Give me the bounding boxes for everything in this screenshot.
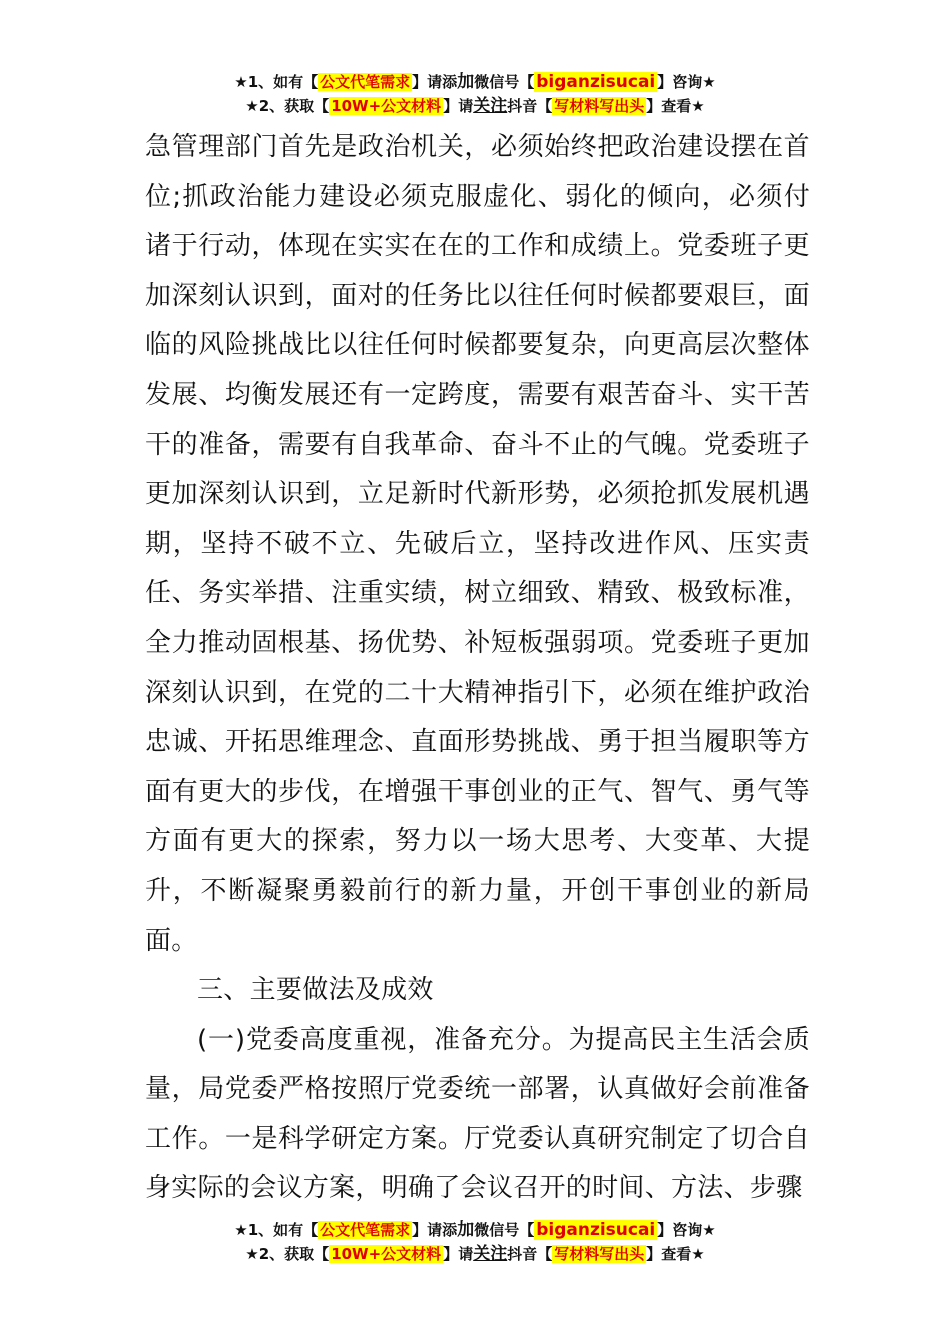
banner-text: 】请添 (412, 73, 458, 91)
banner-highlight: 公文代笔需求 (320, 1221, 411, 1239)
banner-text: 】查看★ (646, 1245, 705, 1263)
banner-emphasis: 加 (457, 72, 475, 92)
banner-line-1 (0, 70, 950, 94)
banner-text: 】请 (443, 1245, 474, 1263)
banner-text: 抖音【 (507, 97, 553, 115)
banner-highlight: 10W+公文材料 (331, 1245, 442, 1263)
banner-text: ★1、如有【 (234, 1221, 319, 1239)
banner-highlight: 写材料写出头 (554, 1245, 645, 1263)
banner-text: ★1、如有【 (234, 73, 319, 91)
banner-text: 】请添 (412, 1221, 458, 1239)
body-paragraph: (一)党委高度重视，准备充分。为提高民主生活会质量，局党委严格按照厅党委统一部署，认真做好会前准备工作。一是科学研定方案。厅党委认真研究制定了切合自身实际的会议方案，明确了会议召开的时间、方法、步骤 (145, 1024, 810, 1204)
banner-emphasis: 加 (457, 1220, 475, 1240)
banner-text: 微信号【 (474, 1221, 535, 1239)
banner-text: ★2、获取【 (245, 97, 330, 115)
banner-text: 】查看★ (646, 97, 705, 115)
banner-text: 】咨询★ (657, 1221, 716, 1239)
section-heading: 三、主要做法及成效 (197, 975, 434, 1006)
header-banner (0, 70, 950, 118)
banner-text: 微信号【 (474, 73, 535, 91)
footer-banner (0, 1218, 950, 1266)
banner-highlight: 10W+公文材料 (331, 97, 442, 115)
banner-line-2 (0, 94, 950, 118)
banner-highlight: 写材料写出头 (554, 97, 645, 115)
banner-line-1 (0, 1218, 950, 1242)
banner-highlight: biganzisucai (536, 72, 656, 92)
banner-emphasis: 关注 (473, 1244, 508, 1264)
banner-text: ★2、获取【 (245, 1245, 330, 1263)
banner-line-2 (0, 1242, 950, 1266)
banner-highlight: biganzisucai (536, 1220, 656, 1240)
document-body (145, 123, 810, 1214)
banner-emphasis: 关注 (473, 96, 508, 116)
banner-text: 】咨询★ (657, 73, 716, 91)
body-paragraph: 急管理部门首先是政治机关，必须始终把政治建设摆在首位;抓政治能力建设必须克服虚化、弱化的倾向，必须付诸于行动，体现在实实在在的工作和成绩上。党委班子更加深刻认识到，面对的任务比以往任何时候都要艰巨，面临的风险挑战比以往任何时候都要复杂，向更高层次整体发展、均衡发展还有一定跨度，需要有艰苦奋斗、实干苦干的准备，需要有自我革命、奋斗不止的气魄。党委班子更加深刻认识到，立足新时代新形势，必须抢抓发展机遇期，坚持不破不立、先破后立，坚持改进作风、压实责任、务实举措、注重实绩，树立细致、精致、极致标准，全力推动固根基、扬优势、补短板强弱项。党委班子更加深刻认识到，在党的二十大精神指引下，必须在维护政治忠诚、开拓思维理念、直面形势挑战、勇于担当履职等方面有更大的步伐，在增强干事创业的正气、智气、勇气等方面有更大的探索，努力以一场大思考、大变革、大提升，不断凝聚勇毅前行的新力量，开创干事创业的新局面。 (145, 132, 810, 956)
banner-text: 】请 (443, 97, 474, 115)
banner-text: 抖音【 (507, 1245, 553, 1263)
banner-highlight: 公文代笔需求 (320, 73, 411, 91)
